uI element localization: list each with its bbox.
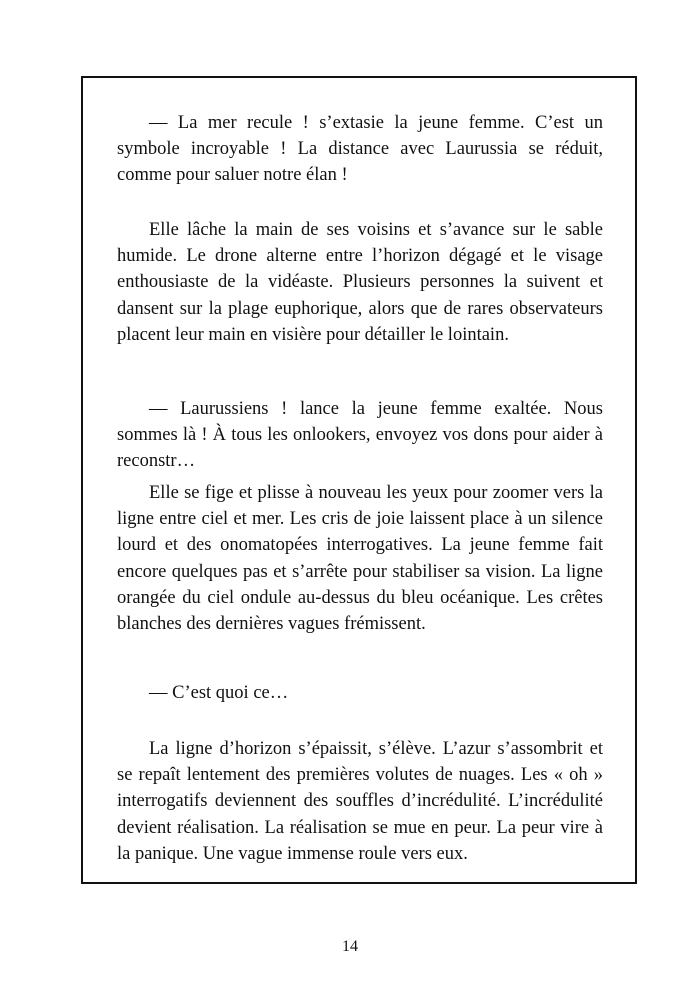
paragraph-4: Elle se fige et plisse à nouveau les yeux pour zoomer vers la ligne entre ciel et mer. Les cris de joie laissent place à un silence lourd et des onomatopées interrogatives. La jeune femme fait encore quelques pas et s’arrête pour stabiliser sa vision. La ligne orangée du ciel ondule au-dessus du bleu océanique. Les crêtes blanches des dernières vagues frémissent. bbox=[117, 483, 603, 635]
text-frame bbox=[81, 76, 637, 884]
page-number: 14 bbox=[342, 938, 358, 955]
paragraph-3: — Laurussiens ! lance la jeune femme exaltée. Nous sommes là ! À tous les onlookers, envoyez vos dons pour aider à reconstr… bbox=[117, 399, 603, 472]
paragraph-6: La ligne d’horizon s’épaissit, s’élève. L’azur s’assombrit et se repaît lentement des premières volutes de nuages. Les « oh » interrogatifs deviennent des souffles d’incrédulité. L’incrédulité devient réalisation. La réalisation se mue en peur. La peur vire à la panique. Une vague immense roule vers eux. bbox=[117, 739, 603, 864]
paragraph-5: — C’est quoi ce… bbox=[149, 683, 289, 703]
paragraph-1: — La mer recule ! s’extasie la jeune femme. C’est un symbole incroyable ! La distance avec Laurussia se réduit, comme pour saluer notre élan ! bbox=[117, 113, 603, 186]
paragraph-2: Elle lâche la main de ses voisins et s’avance sur le sable humide. Le drone alterne entre l’horizon dégagé et le visage enthousiaste de la vidéaste. Plusieurs personnes la suivent et dansent sur la plage euphorique, alors que de rares observateurs placent leur main en visière pour détailler le lointain. bbox=[117, 220, 603, 345]
